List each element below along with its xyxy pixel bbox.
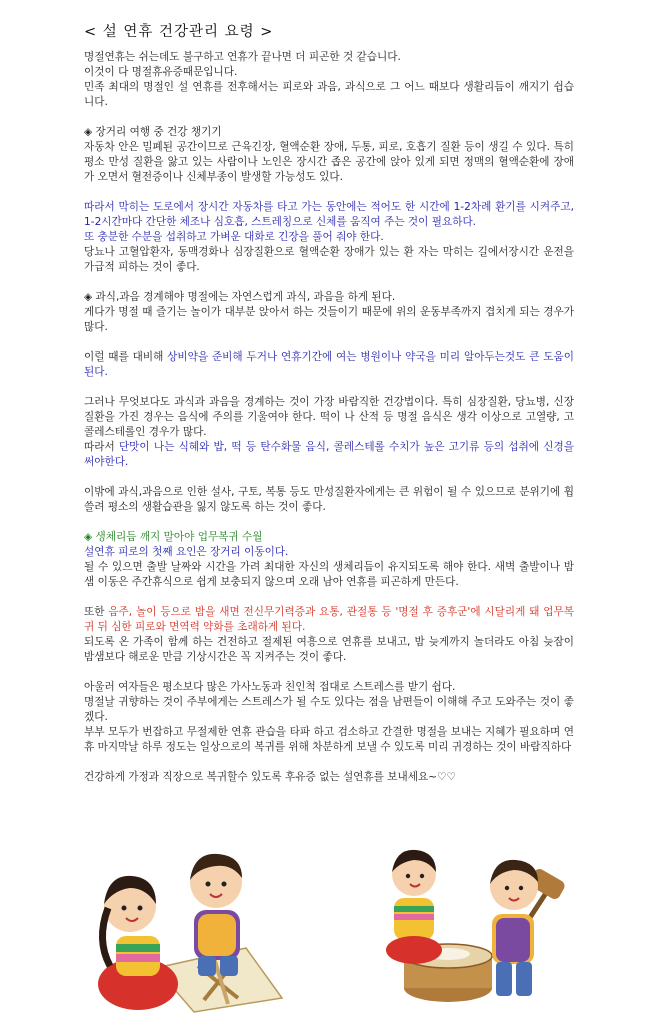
text-line <box>84 545 574 560</box>
text-line <box>84 245 574 275</box>
text-segment: 단맛이 나는 식혜와 밥, 떡 등 탄수화물 음식, 콜레스테롤 수치가 높은 고기류 등의 섭취에 신경을 써야한다. <box>84 441 574 468</box>
paragraph <box>84 605 574 665</box>
text-segment: 아울러 여자들은 평소보다 많은 가사노동과 친인척 접대로 스트레스를 받기 쉽다. <box>84 681 456 693</box>
text-line <box>84 530 574 545</box>
text-segment: 그러나 무엇보다도 과식과 과음을 경계하는 것이 가장 바람직한 건강법이다. 특히 심장질환, 당뇨병, 신장질환을 가진 경우는 음식에 주의를 기울여야 한다. 떡이 나 산적 등 명절 음식은 생각 이상으로 고열량, 고콜레스테롤인 경우가 많다. <box>84 396 574 438</box>
text-segment: ◈ 과식,과음 경계해야 명절에는 자연스럽게 과식, 과음을 하게 된다. <box>84 291 396 303</box>
text-segment: 당뇨나 고혈압환자, 동맥경화나 심장질환으로 혈액순환 장애가 있는 환 자는 막히는 길에서장시간 운전을 가급적 피하는 것이 좋다. <box>84 246 574 273</box>
text-segment: 설연휴 피로의 첫째 요인은 장거리 이동이다. <box>84 546 289 558</box>
text-segment: 될 수 있으면 출발 날짜와 시간을 가려 최대한 자신의 생체리듬이 유지되도록 해야 한다. 새벽 출발이나 밤샘 이동은 주간휴식으로 쉽게 보충되지 않으며 오래 남아 연휴를 피곤하게 만든다. <box>84 561 574 588</box>
text-segment: 이것이 다 명절휴유증때문입니다. <box>84 66 238 78</box>
text-segment: ◈ 생체리듬 깨지 말아야 업무복귀 수월 <box>84 531 263 543</box>
paragraph <box>84 485 574 515</box>
paragraph <box>84 290 574 335</box>
text-segment: 되도록 온 가족이 함께 하는 건전하고 절제된 여흥으로 연휴를 보내고, 밤 늦게까지 놀더라도 아침 늦잠이 밤샘보다 해로운 만큼 기상시간은 꼭 지켜주는 것이 좋다. <box>84 636 574 663</box>
text-segment: 이밖에 과식,과음으로 인한 설사, 구토, 복통 등도 만성질환자에게는 큰 위험이 될 수 있으므로 분위기에 휩쓸려 평소의 생활습관을 잃지 않도록 하는 것이 좋다. <box>84 486 574 513</box>
text-line <box>84 65 574 80</box>
text-line <box>84 605 574 635</box>
text-segment: 상비약을 준비해 두거나 연휴기간에 여는 병원이나 약국을 미리 알아두는것도 큰 도움이 된다. <box>84 351 574 378</box>
text-segment: 건강하게 가정과 직장으로 복귀할수 있도록 후유증 없는 설연휴를 보내세요~♡♡ <box>84 771 457 783</box>
text-segment: 또 충분한 수분을 섭취하고 가벼운 대화로 긴장을 풀어 줘야 한다. <box>84 231 384 243</box>
text-line <box>84 680 574 695</box>
text-segment: 따라서 막히는 도로에서 장시간 자동차를 타고 가는 동안에는 적어도 한 시간에 1-2차례 환기를 시켜주고, 1-2시간마다 간단한 체조나 심호흡, 스트레칭으로 신체를 움직여 주는 것이 필요하다. <box>84 201 574 228</box>
yut-game-children-illustration <box>86 848 286 1013</box>
text-segment: 부부 모두가 번잡하고 무절제한 연휴 관습을 타파 하고 검소하고 간결한 명절을 보내는 지혜가 필요하며 연휴 마지막날 하루 정도는 일상으로의 복귀를 위해 차분하게 보낼 수 있도록 미리 귀경하는 것이 바람직하다 <box>84 726 574 753</box>
rice-cake-pounding-children-illustration <box>380 838 580 1008</box>
paragraph <box>84 350 574 380</box>
page-title: < 설 연휴 건강관리 요령 > <box>84 24 274 40</box>
paragraph <box>84 680 574 755</box>
text-line <box>84 695 574 725</box>
text-line <box>84 50 574 65</box>
text-line <box>84 440 574 470</box>
article-body <box>84 50 574 785</box>
text-segment: 민족 최대의 명절인 설 연휴를 전후해서는 피로와 과음, 과식으로 그 어느 때보다 생활리듬이 깨지기 쉽습니다. <box>84 81 574 108</box>
text-segment: 따라서 <box>84 441 119 453</box>
paragraph <box>84 125 574 185</box>
text-line <box>84 725 574 755</box>
text-segment: ◈ 장거리 여행 중 건강 챙기기 <box>84 126 222 138</box>
text-line <box>84 305 574 335</box>
text-line <box>84 770 574 785</box>
document <box>84 20 574 800</box>
text-line <box>84 290 574 305</box>
text-line <box>84 230 574 245</box>
text-line <box>84 560 574 590</box>
text-segment: 이럴 때를 대비해 <box>84 351 168 363</box>
text-segment: 명절날 귀향하는 것이 주부에게는 스트레스가 될 수도 있다는 점을 남편들이 이해해 주고 도와주는 것이 좋겠다. <box>84 696 574 723</box>
paragraph <box>84 395 574 470</box>
text-line <box>84 350 574 380</box>
text-line <box>84 635 574 665</box>
text-segment: 자동차 안은 밀폐된 공간이므로 근육긴장, 혈액순환 장애, 두통, 피로, 호흡기 질환 등이 생길 수 있다. 특히 평소 만성 질환을 앓고 있는 사람이나 노인은 장시간 좁은 공간에 앉아 있게 되면 정맥의 혈액순환에 장애가 오면서 혈전증이나 신체부종이 발생할 가능성도 있다. <box>84 141 574 183</box>
text-line <box>84 80 574 110</box>
text-line <box>84 125 574 140</box>
text-segment: 음주, 놀이 등으로 밤을 새면 전신무기력증과 요통, 관절통 등 '명절 후 증후군'에 시달리게 돼 업무복귀 뒤 심한 피로와 면역력 약화를 초래하게 된다. <box>84 606 574 633</box>
paragraph <box>84 50 574 110</box>
text-line <box>84 395 574 440</box>
paragraph <box>84 200 574 275</box>
text-line <box>84 140 574 185</box>
text-line <box>84 485 574 515</box>
paragraph <box>84 530 574 590</box>
text-segment: 또한 <box>84 606 109 618</box>
text-segment: 게다가 명절 때 즐기는 놀이가 대부분 앉아서 하는 것들이기 때문에 위의 운동부족까지 겹치게 되는 경우가 많다. <box>84 306 574 333</box>
text-line <box>84 200 574 230</box>
paragraph <box>84 770 574 785</box>
text-segment: 명절연휴는 쉬는데도 불구하고 연휴가 끝나면 더 피곤한 것 같습니다. <box>84 51 401 63</box>
